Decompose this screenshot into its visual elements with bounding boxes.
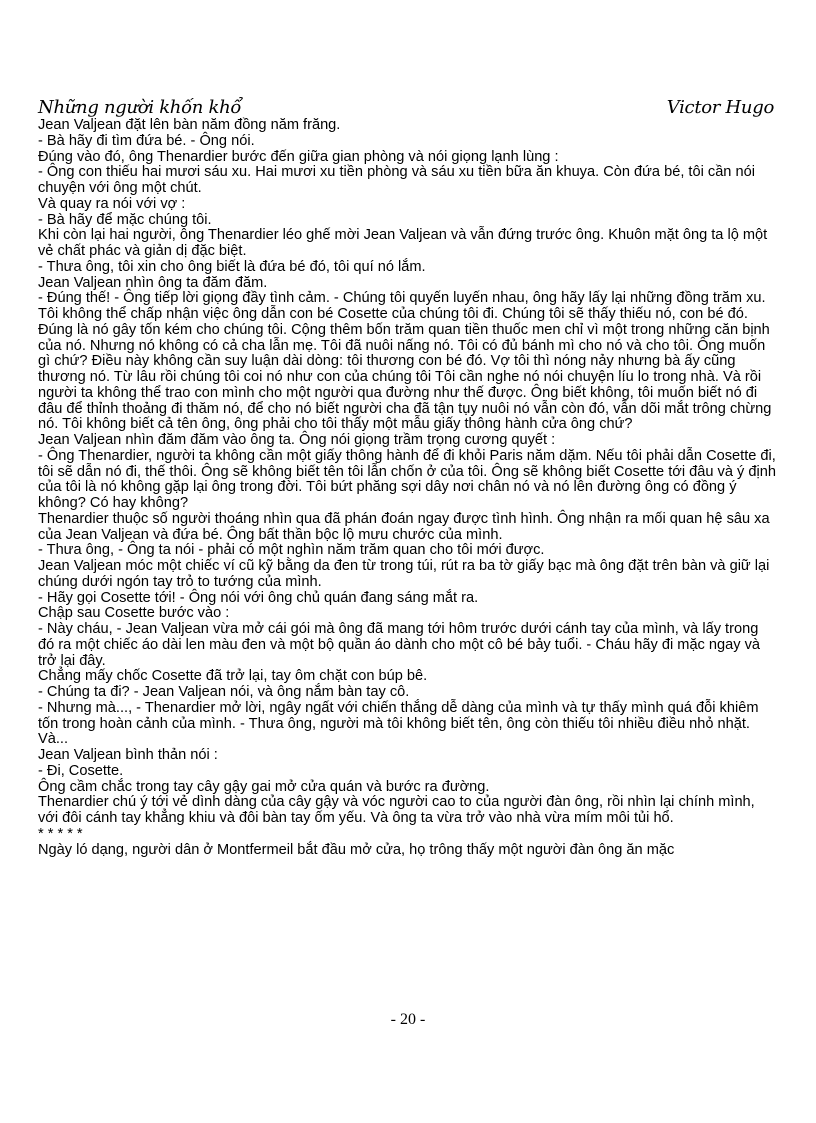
paragraph: Ông cầm chắc trong tay cây gậy gai mở cửa quán và bước ra đường. <box>38 778 490 795</box>
paragraph: Thenardier chú ý tới vẻ dình dàng của cây gậy và vóc người cao to của người đàn ông, rồi nhìn lại chính mình, với đôi cánh tay khẳng khiu và đôi bàn tay ốm yếu. Và ông ta vừa trở vào nhà vừa mím môi tủi hổ. <box>38 794 755 826</box>
paragraph: Jean Valjean nhìn ông ta đăm đăm. <box>38 274 268 291</box>
paragraph: Ngày ló dạng, người dân ở Montfermeil bắt đầu mở cửa, họ trông thấy một người đàn ông ăn mặc <box>38 841 675 858</box>
book-title: Những người khốn khổ <box>38 97 242 118</box>
paragraph: - Bà hãy đi tìm đứa bé. - Ông nói. <box>38 132 255 149</box>
paragraph: - Ông con thiếu hai mươi sáu xu. Hai mươi xu tiền phòng và sáu xu tiền bữa ăn khuya. Còn đứa bé, tôi cần nói chuyện với ông một chút. <box>38 164 755 196</box>
paragraph: - Đi, Cosette. <box>38 762 124 779</box>
paragraph: Jean Valjean móc một chiếc ví cũ kỹ bằng da đen từ trong túi, rút ra ba tờ giấy bạc mà ông đặt trên bàn và giữ lại chúng dưới ngón tay trỏ to tướng của mình. <box>38 558 770 590</box>
paragraph: Chập sau Cosette bước vào : <box>38 605 230 622</box>
paragraph: - Ông Thenardier, người ta không cần một giấy thông hành để đi khỏi Paris năm dặm. Nếu tôi phải dẫn Cosette đi, tôi sẽ dẫn nó đi, thế thôi. Ông sẽ không biết tên tôi lẫn chốn ở của tôi. Ông sẽ không biết Cosette tới đâu và ý định của tôi là nó không gặp lại ông trong đời. Tôi bứt phăng sợi dây nơi chân nó và nó lên đường ông có đồng ý không? Có hay không? <box>38 447 776 511</box>
paragraph: - Thưa ông, tôi xin cho ông biết là đứa bé đó, tôi quí nó lắm. <box>38 258 426 275</box>
section-divider: * * * * * <box>38 825 83 842</box>
author-name: Victor Hugo <box>666 97 774 118</box>
paragraph: - Nhưng mà..., - Thenardier mở lời, ngây ngất với chiến thắng dễ dàng của mình và tự thấy mình quá đỗi khiêm tốn trong hoàn cảnh của mình. - Thưa ông, người mà tôi không biết tên, ông còn thiếu tôi nhiều điều nhỏ nhặt. Và... <box>38 699 759 748</box>
paragraph: - Hãy gọi Cosette tới! - Ông nói với ông chủ quán đang sáng mắt ra. <box>38 589 479 606</box>
paragraph: Jean Valjean đặt lên bàn năm đồng năm frăng. <box>38 117 341 133</box>
page-number: - 20 - <box>390 1011 426 1028</box>
paragraph: - Thưa ông, - Ông ta nói - phải có một nghìn năm trăm quan cho tôi mới được. <box>38 542 545 559</box>
paragraph: Và quay ra nói với vợ : <box>38 195 186 212</box>
paragraph: - Đúng thế! - Ông tiếp lời giọng đầy tình cảm. - Chúng tôi quyến luyến nhau, ông hãy lấy lại những đồng trăm xu. Tôi không thể chấp nhận việc ông dẫn con bé Cosette của chúng tôi đi. Chúng tôi sẽ thấy thiếu nó, con bé đó. Đúng là nó gây tốn kém cho chúng tôi. Cộng thêm bốn trăm quan tiền thuốc men chỉ vì một trong những căn bịnh của nó. Nhưng nó không có cả cha lẫn mẹ. Tôi đã nuôi nấng nó. Tôi có đủ bánh mì cho nó và cho tôi. Ông muốn gì chứ? Điều này không cần suy luận dài dòng: tôi thương con bé đó. Vợ tôi thì nóng nảy nhưng bà ấy cũng thương nó. Từ lâu rồi chúng tôi coi nó như con của chúng tôi Tôi cần nghe nó nói chuyện líu lo trong nhà. Và rồi người ta không thể trao con mình cho một người qua đường như thế được. Ông biết không, tôi muốn biết nó đi đâu để thỉnh thoảng đi thăm nó, để cho nó biết người cha đã tận tụy nuôi nó vẫn còn đó, vẫn dõi mắt trông chừng nó. Tôi không biết cả tên ông, ông phải cho tôi thấy một mẫu giấy thông hành cửa ông chứ? <box>38 290 772 433</box>
paragraph: Jean Valjean bình thản nói : <box>38 747 218 763</box>
paragraph: Jean Valjean nhìn đăm đăm vào ông ta. Ông nói giọng trầm trọng cương quyết : <box>38 432 556 448</box>
paragraph: - Bà hãy để mặc chúng tôi. <box>38 211 212 228</box>
paragraph: - Chúng ta đi? - Jean Valjean nói, và ông nắm bàn tay cô. <box>38 684 410 700</box>
body-text <box>38 118 778 858</box>
paragraph: - Này cháu, - Jean Valjean vừa mở cái gói mà ông đã mang tới hôm trước dưới cánh tay của mình, và lấy trong đó ra một chiếc áo dài len màu đen và một bộ quần áo dành cho một cô bé bảy tuổi. - Cháu hãy đi mặc ngay và trở lại đây. <box>38 621 761 669</box>
paragraph: Thenardier thuộc số người thoáng nhìn qua đã phán đoán ngay được tình hình. Ông nhận ra mối quan hệ sâu xa của Jean Valjean và đứa bé. Ông bất thần bộc lộ mưu chước của mình. <box>38 510 770 543</box>
paragraph: Chẳng mấy chốc Cosette đã trở lại, tay ôm chặt con búp bê. <box>38 668 428 685</box>
paragraph: Đúng vào đó, ông Thenardier bước đến giữa gian phòng và nói giọng lạnh lùng : <box>38 148 559 165</box>
paragraph: Khi còn lại hai người, ông Thenardier léo ghế mời Jean Valjean và vẫn đứng trước ông. Khuôn mặt ông ta lộ một vẻ chất phác và giản dị đặc biệt. <box>38 227 768 259</box>
